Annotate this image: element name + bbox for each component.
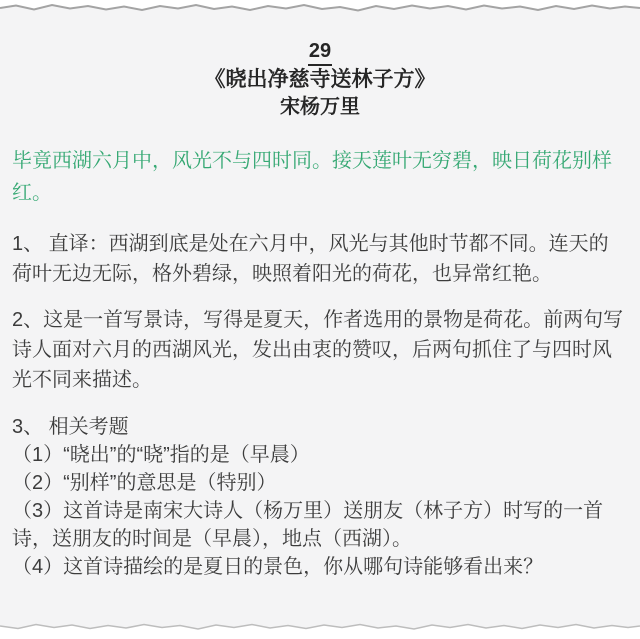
poem-author: 宋杨万里 bbox=[280, 96, 360, 118]
question-item-1: （1）“晓出”的“晓”指的是（早晨） bbox=[12, 444, 310, 466]
poem-title: 《晓出净慈寺送林子方》 bbox=[204, 68, 436, 91]
lesson-number bbox=[12, 38, 628, 66]
question-item-4: （4）这首诗描绘的是夏日的景色，你从哪句诗能够看出来？ bbox=[12, 556, 544, 578]
analysis-paragraph: 2、这是一首写景诗，写得是夏天，作者选用的景物是荷花。前两句写诗人面对六月的西湖风光，发出由衷的赞叹，后两句抓住了与四时风光不同来描述。 bbox=[12, 309, 624, 391]
article-content bbox=[0, 4, 640, 581]
translation-paragraph: 1、 直译：西湖到底是处在六月中，风光与其他时节都不同。连天的荷叶无边无际，格外碧绿，映照着阳光的荷花，也异常红艳。 bbox=[12, 233, 609, 285]
paper-sheet bbox=[0, 4, 640, 632]
poem-text: 毕竟西湖六月中，风光不与四时同。接天莲叶无穷碧，映日荷花别样红。 bbox=[12, 150, 612, 204]
questions-section bbox=[12, 413, 628, 581]
lesson-number-text: 29 bbox=[308, 38, 332, 66]
question-item-2: （2）“别样”的意思是（特别） bbox=[12, 472, 277, 494]
questions-heading: 3、 相关考题 bbox=[12, 416, 129, 438]
question-item-3: （3）这首诗是南宋大诗人（杨万里）送朋友（林子方）时写的一首诗，送朋友的时间是（早晨），地点（西湖）。 bbox=[12, 500, 604, 550]
